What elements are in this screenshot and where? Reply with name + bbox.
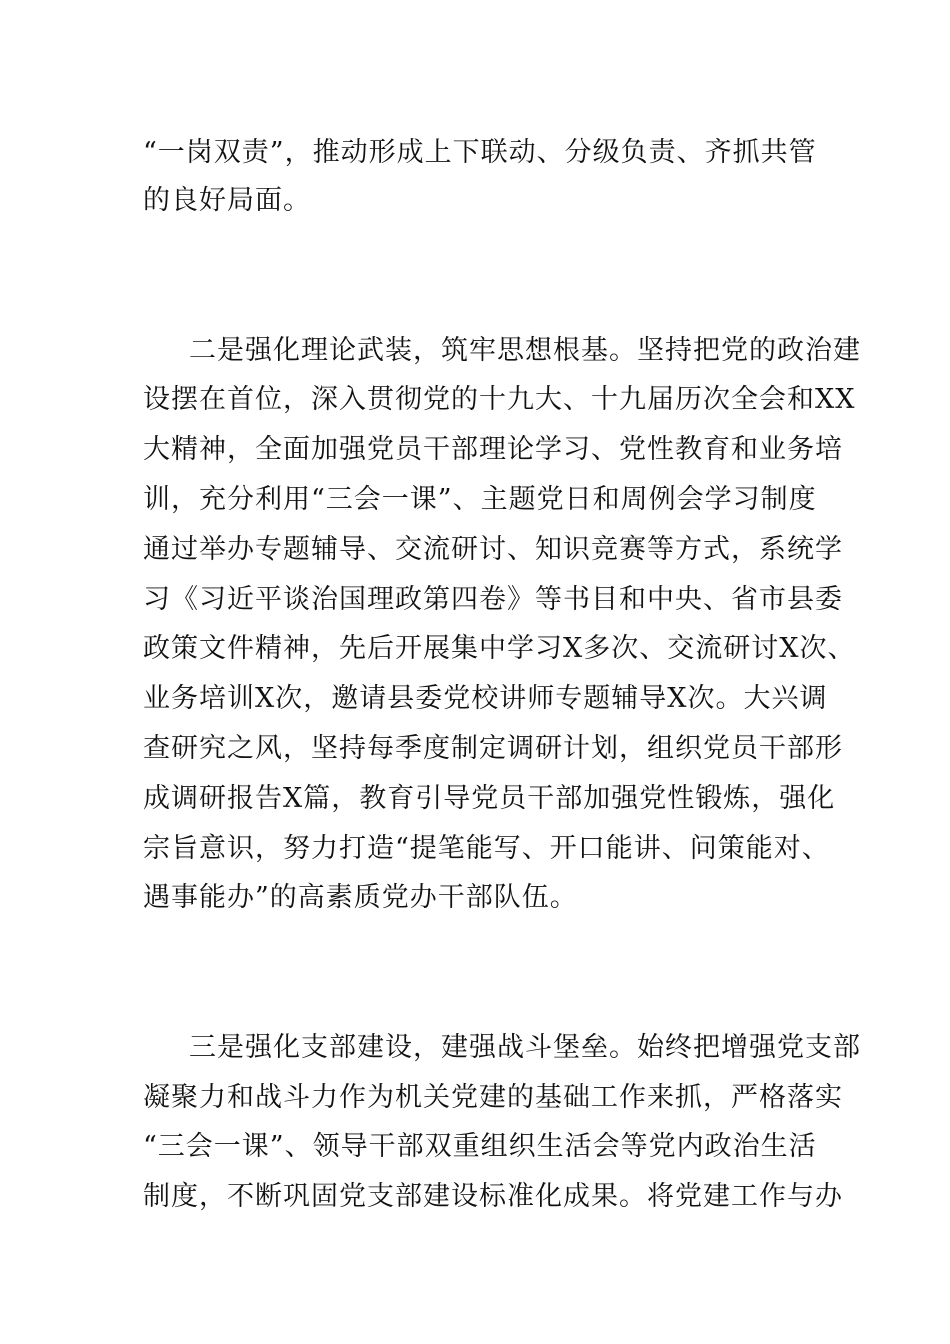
text-line: 政策文件精神，先后开展集中学习X多次、交流研讨X次、 <box>143 633 856 664</box>
text-line: 遇事能办”的高素质党办干部队伍。 <box>143 882 578 913</box>
text-line: 三是强化支部建设，建强战斗堡垒。始终把增强党支部 <box>189 1032 861 1063</box>
text-line: “三会一课”、领导干部双重组织生活会等党内政治生活 <box>143 1131 817 1162</box>
text-line: 制度，不断巩固党支部建设标准化成果。将党建工作与办 <box>143 1181 843 1212</box>
text-line: 训，充分利用“三会一课”、主题党日和周例会学习制度 <box>143 484 817 515</box>
text-line: 大精神，全面加强党员干部理论学习、党性教育和业务培 <box>143 434 843 465</box>
text-line: 宗旨意识，努力打造“提笔能写、开口能讲、问策能对、 <box>143 833 830 864</box>
text-line: 通过举办专题辅导、交流研讨、知识竞赛等方式，系统学 <box>143 534 843 565</box>
text-line: 的良好局面。 <box>143 185 311 216</box>
text-line: 二是强化理论武装，筑牢思想根基。坚持把党的政治建 <box>189 335 861 366</box>
text-line: 设摆在首位，深入贯彻党的十九大、十九届历次全会和XX <box>143 384 856 415</box>
text-line: “一岗双责”，推动形成上下联动、分级负责、齐抓共管 <box>143 137 817 168</box>
text-line: 成调研报告X篇，教育引导党员干部加强党性锻炼，强化 <box>143 783 836 814</box>
text-line: 凝聚力和战斗力作为机关党建的基础工作来抓，严格落实 <box>143 1082 843 1113</box>
text-line: 查研究之风，坚持每季度制定调研计划，组织党员干部形 <box>143 733 843 764</box>
text-line: 业务培训X次，邀请县委党校讲师专题辅导X次。大兴调 <box>143 683 828 714</box>
text-line: 习《习近平谈治国理政第四卷》等书目和中央、省市县委 <box>143 584 843 615</box>
